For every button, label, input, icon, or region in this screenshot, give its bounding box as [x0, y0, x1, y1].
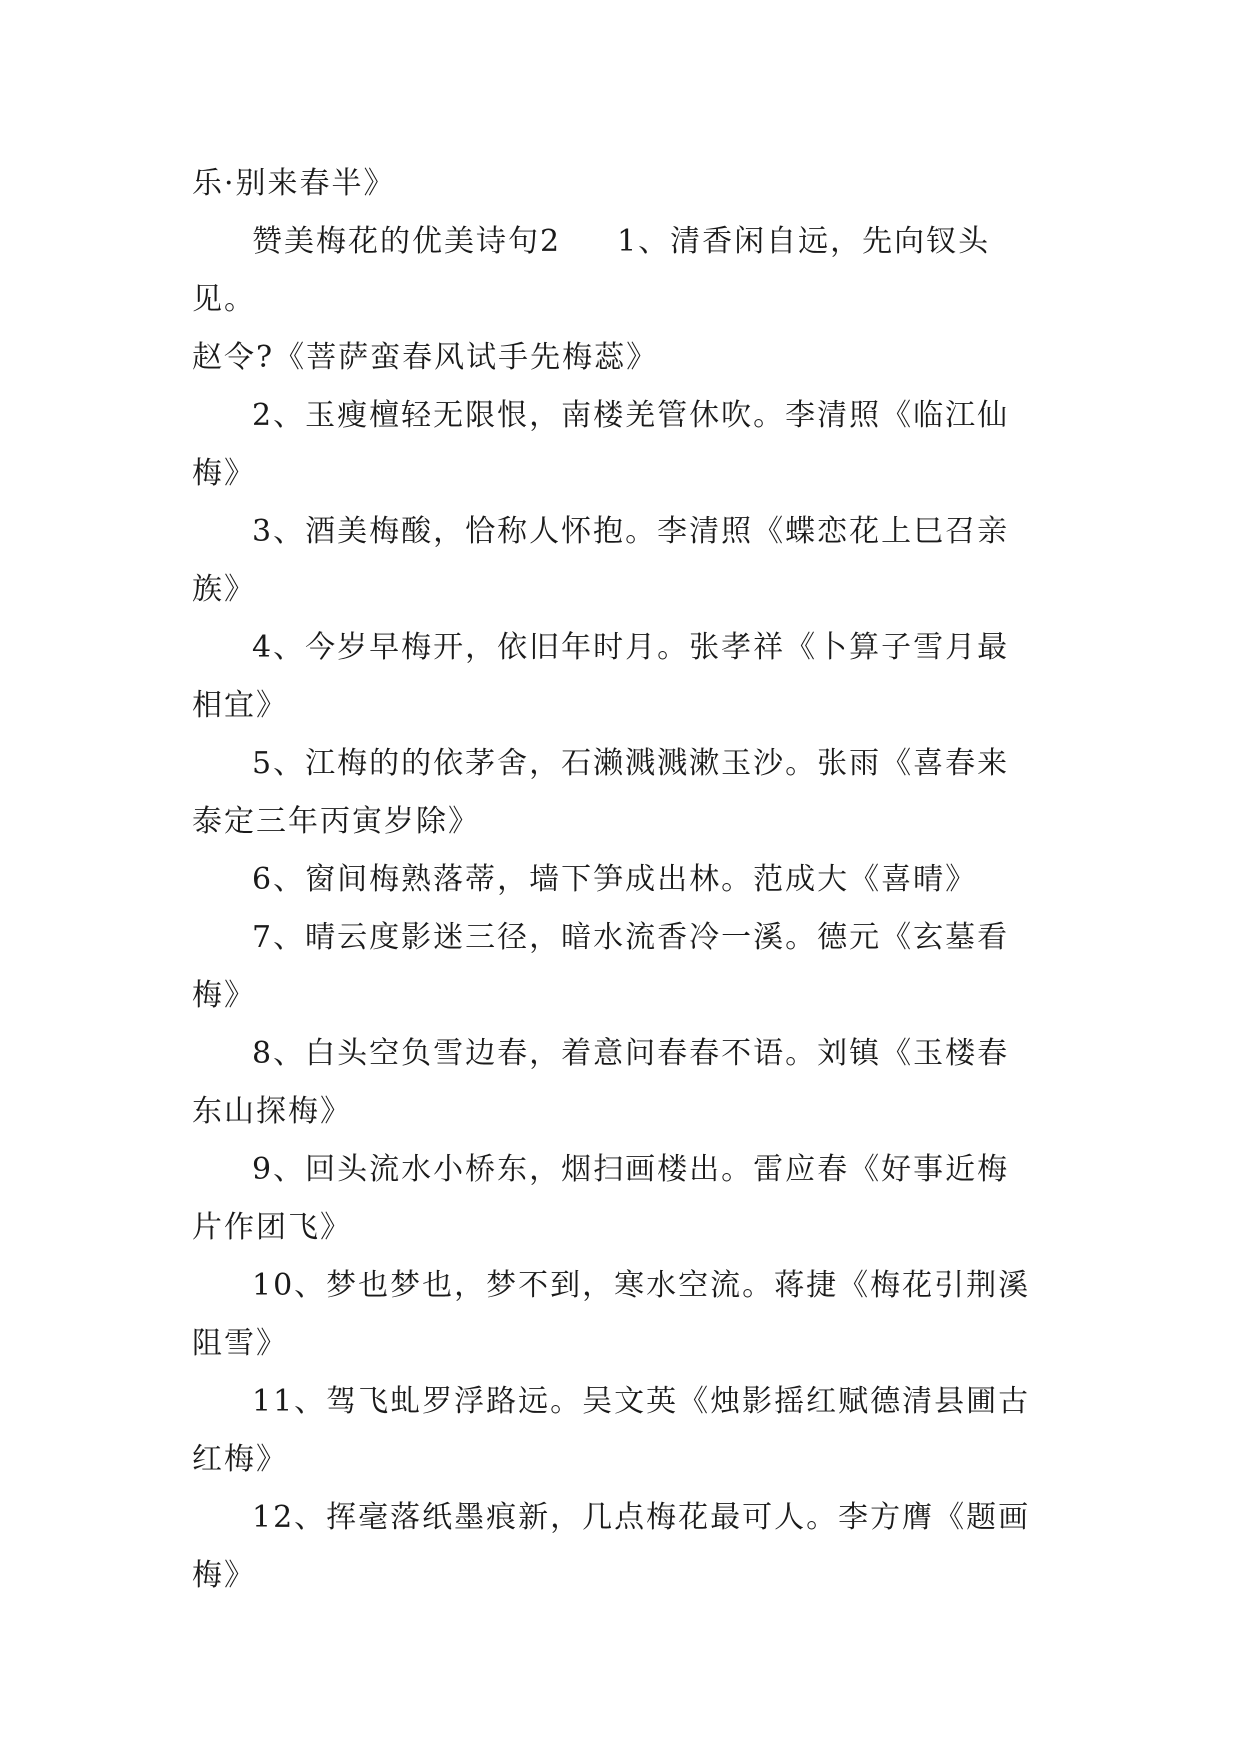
paragraph-line: 8、白头空负雪边春，着意问春春不语。刘镇《玉楼春 — [252, 1036, 1010, 1071]
paragraph-line: 5、江梅的的依茅舍，石濑溅溅漱玉沙。张雨《喜春来 — [252, 746, 1010, 781]
paragraph-0 — [192, 155, 1052, 213]
paragraph-line: 10、梦也梦也，梦不到，寒水空流。蒋捷《梅花引荆溪 — [252, 1268, 1031, 1303]
paragraph-line: 族》 — [192, 572, 256, 607]
paragraph-8-cont — [192, 1083, 1052, 1141]
paragraph-line: 4、今岁早梅开，依旧年时月。张孝祥《卜算子雪月最 — [252, 630, 1010, 665]
paragraph-7-cont — [192, 967, 1052, 1025]
paragraph-11-cont — [192, 1431, 1052, 1489]
paragraph-8 — [192, 1025, 1052, 1083]
paragraph-line: 3、酒美梅酸，恰称人怀抱。李清照《蝶恋花上巳召亲 — [252, 514, 1010, 549]
paragraph-10-cont — [192, 1315, 1052, 1373]
paragraph-2-cont — [192, 445, 1052, 503]
paragraph-3-cont — [192, 561, 1052, 619]
paragraph-line: 6、窗间梅熟落蒂，墙下笋成出林。范成大《喜晴》 — [252, 862, 978, 897]
paragraph-line: 梅》 — [192, 1558, 256, 1593]
poem-text-block — [192, 155, 1052, 1605]
poem-line-1: 1、清香闲自远，先向钗头见。 — [192, 224, 991, 317]
paragraph-12 — [192, 1489, 1052, 1547]
paragraph-line: 12、挥毫落纸墨痕新，几点梅花最可人。李方膺《题画 — [252, 1500, 1031, 1535]
paragraph-line: 梅》 — [192, 456, 256, 491]
paragraph-3 — [192, 503, 1052, 561]
paragraph-line: 7、晴云度影迷三径，暗水流香冷一溪。德元《玄墓看 — [252, 920, 1010, 955]
paragraph-11 — [192, 1373, 1052, 1431]
paragraph-line: 红梅》 — [192, 1442, 288, 1477]
paragraph-line: 片作团飞》 — [192, 1210, 352, 1245]
paragraph-10 — [192, 1257, 1052, 1315]
paragraph-6 — [192, 851, 1052, 909]
paragraph-9 — [192, 1141, 1052, 1199]
paragraph-line: 赵令?《菩萨蛮春风试手先梅蕊》 — [192, 340, 659, 375]
paragraph-9-cont — [192, 1199, 1052, 1257]
paragraph-line: 相宜》 — [192, 688, 288, 723]
paragraph-line: 9、回头流水小桥东，烟扫画楼出。雷应春《好事近梅 — [252, 1152, 1010, 1187]
paragraph-line: 梅》 — [192, 978, 256, 1013]
paragraph-5 — [192, 735, 1052, 793]
paragraph-line: 东山探梅》 — [192, 1094, 352, 1129]
paragraph-1 — [192, 213, 1052, 329]
paragraph-4-cont — [192, 677, 1052, 735]
paragraph-line: 2、玉瘦檀轻无限恨，南楼羌管休吹。李清照《临江仙 — [252, 398, 1010, 433]
paragraph-line: 11、驾飞虬罗浮路远。吴文英《烛影摇红赋德清县圃古 — [252, 1384, 1031, 1419]
paragraph-line: 阻雪》 — [192, 1326, 288, 1361]
paragraph-7 — [192, 909, 1052, 967]
paragraph-line: 泰定三年丙寅岁除》 — [192, 804, 480, 839]
paragraph-1-cont — [192, 329, 1052, 387]
paragraph-2 — [192, 387, 1052, 445]
paragraph-4 — [192, 619, 1052, 677]
paragraph-line — [192, 213, 1052, 329]
section-heading: 赞美梅花的优美诗句2 — [252, 224, 562, 259]
paragraph-12-cont — [192, 1547, 1052, 1605]
paragraph-line: 乐·别来春半》 — [192, 166, 396, 201]
paragraph-5-cont — [192, 793, 1052, 851]
